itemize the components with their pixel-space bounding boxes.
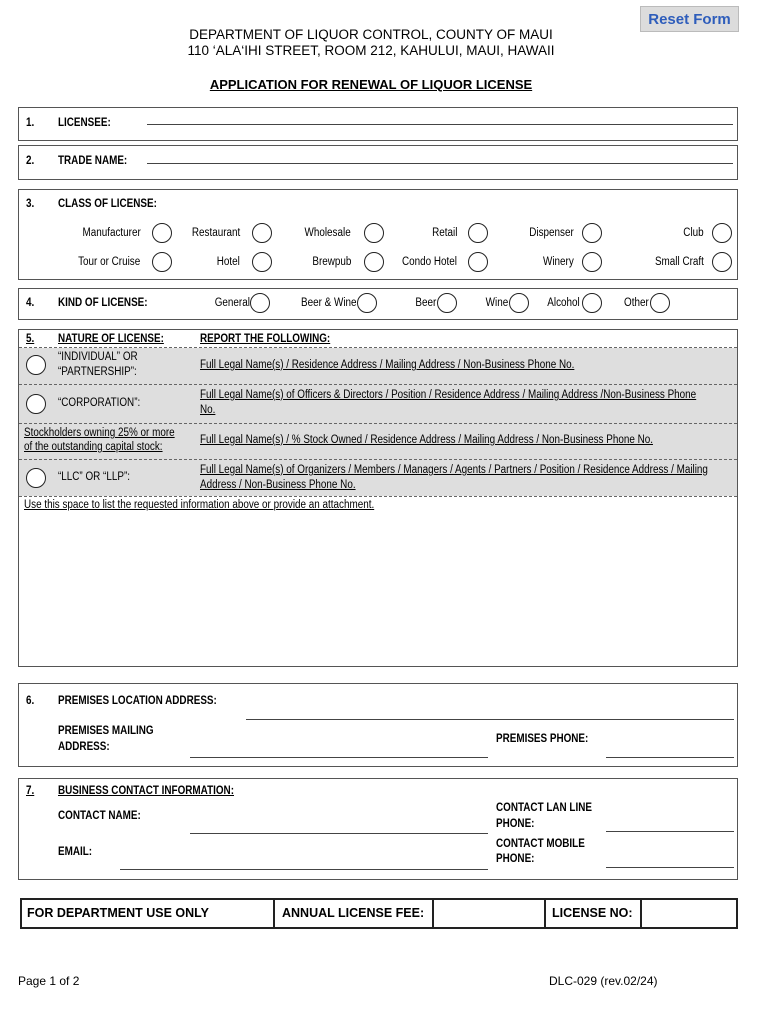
nature-details-textarea[interactable] [19, 513, 737, 665]
corporation-info-line2: No. [200, 404, 216, 416]
premises-phone-label: PREMISES PHONE: [496, 733, 589, 745]
stockholders-divider [19, 459, 737, 460]
email-input[interactable] [120, 869, 488, 870]
corporation-radio[interactable] [26, 394, 46, 414]
section-2-number: 2. [26, 155, 35, 167]
dept-divider-1 [273, 898, 275, 929]
class-retail-label: Retail [431, 227, 457, 239]
individual-info: Full Legal Name(s) / Residence Address / Mailing Address / Non-Business Phone No. [200, 359, 575, 371]
corporation-info-line1: Full Legal Name(s) of Officers & Directors / Position / Residence Address / Mailing Address /Non-Business Phone [200, 389, 697, 401]
kind-beer-radio[interactable] [437, 293, 457, 313]
class-condo-hotel-label: Condo Hotel [402, 256, 457, 268]
kind-beer-label: Beer [415, 297, 436, 309]
trade-name-input[interactable] [147, 163, 733, 164]
class-manufacturer-radio[interactable] [152, 223, 172, 243]
kind-alcohol-radio[interactable] [582, 293, 602, 313]
department-use-label: FOR DEPARTMENT USE ONLY [27, 906, 209, 920]
class-wholesale-radio[interactable] [364, 223, 384, 243]
stockholders-label-line1: Stockholders owning 25% or more [24, 427, 175, 439]
class-retail-radio[interactable] [468, 223, 488, 243]
contact-name-input[interactable] [190, 833, 488, 834]
class-brewpub-radio[interactable] [364, 252, 384, 272]
annual-fee-label: ANNUAL LICENSE FEE: [282, 906, 425, 920]
kind-general-radio[interactable] [250, 293, 270, 313]
class-manufacturer-label: Manufacturer [82, 227, 141, 239]
section-5-number: 5. [26, 333, 35, 345]
premises-location-label: PREMISES LOCATION ADDRESS: [58, 695, 217, 707]
kind-wine-label: Wine [485, 297, 508, 309]
landline-label-line2: PHONE: [496, 818, 535, 830]
premises-mailing-label-line2: ADDRESS: [58, 741, 110, 753]
premises-mailing-label-line1: PREMISES MAILING [58, 725, 154, 737]
stockholders-info: Full Legal Name(s) / % Stock Owned / Residence Address / Mailing Address / Non-Business Phone No. [200, 434, 653, 446]
contact-name-label: CONTACT NAME: [58, 810, 141, 822]
premises-location-input[interactable] [246, 719, 734, 720]
individual-partnership-radio[interactable] [26, 355, 46, 375]
class-of-license-label: CLASS OF LICENSE: [58, 198, 157, 210]
individual-label-line1: “INDIVIDUAL” OR [58, 351, 138, 363]
kind-other-radio[interactable] [650, 293, 670, 313]
corporation-label: “CORPORATION”: [58, 397, 141, 409]
reset-form-label: Reset Form [648, 11, 731, 28]
licensee-input[interactable] [147, 124, 733, 125]
landline-label-line1: CONTACT LAN LINE [496, 802, 592, 814]
llc-info-line2: Address / Non-Business Phone No. [200, 479, 356, 491]
license-no-value[interactable] [643, 900, 736, 927]
nature-of-license-label: NATURE OF LICENSE: [58, 333, 164, 345]
kind-of-license-label: KIND OF LICENSE: [58, 297, 148, 309]
space-note: Use this space to list the requested information above or provide an attachment. [24, 499, 375, 511]
kind-wine-radio[interactable] [509, 293, 529, 313]
kind-general-label: General [214, 297, 250, 309]
department-address: 110 ‘ALA‘IHI STREET, ROOM 212, KAHULUI, MAUI, HAWAII [187, 43, 555, 58]
stockholders-label-line2: of the outstanding capital stock: [24, 441, 163, 453]
individual-label-line2: “PARTNERSHIP”: [58, 366, 137, 378]
class-small-craft-label: Small Craft [655, 256, 704, 268]
kind-alcohol-label: Alcohol [547, 297, 580, 309]
department-name: DEPARTMENT OF LIQUOR CONTROL, COUNTY OF MAUI [189, 27, 553, 42]
premises-mailing-input[interactable] [190, 757, 488, 758]
llc-label: “LLC” OR “LLP”: [58, 471, 130, 483]
section-7-number: 7. [26, 785, 35, 797]
class-tour-cruise-radio[interactable] [152, 252, 172, 272]
email-label: EMAIL: [58, 846, 93, 858]
trade-name-label: TRADE NAME: [58, 155, 128, 167]
class-restaurant-radio[interactable] [252, 223, 272, 243]
mobile-input[interactable] [606, 867, 734, 868]
section-1-number: 1. [26, 117, 35, 129]
class-hotel-radio[interactable] [252, 252, 272, 272]
llc-info-line1: Full Legal Name(s) of Organizers / Members / Managers / Agents / Partners / Position / Residence Address / Mailing [200, 464, 708, 476]
licensee-label: LICENSEE: [58, 117, 111, 129]
kind-other-label: Other [624, 297, 649, 309]
mobile-label-line2: PHONE: [496, 853, 535, 865]
class-wholesale-label: Wholesale [304, 227, 351, 239]
annual-fee-value[interactable] [435, 900, 543, 927]
section-6-number: 6. [26, 695, 35, 707]
individual-divider [19, 384, 737, 385]
class-club-radio[interactable] [712, 223, 732, 243]
class-brewpub-label: Brewpub [311, 256, 351, 268]
class-club-label: Club [683, 227, 704, 239]
class-hotel-label: Hotel [216, 256, 240, 268]
business-contact-label: BUSINESS CONTACT INFORMATION: [58, 785, 235, 797]
kind-beer-wine-radio[interactable] [357, 293, 377, 313]
report-following-label: REPORT THE FOLLOWING: [200, 333, 331, 345]
class-winery-radio[interactable] [582, 252, 602, 272]
class-dispenser-radio[interactable] [582, 223, 602, 243]
nature-divider [19, 347, 737, 348]
class-winery-label: Winery [543, 256, 574, 268]
class-dispenser-label: Dispenser [529, 227, 574, 239]
llc-llp-radio[interactable] [26, 468, 46, 488]
class-restaurant-label: Restaurant [191, 227, 240, 239]
section-3-number: 3. [26, 198, 35, 210]
llc-divider [19, 496, 737, 497]
page-number: Page 1 of 2 [18, 974, 80, 988]
dept-divider-2 [432, 898, 434, 929]
corporation-divider [19, 423, 737, 424]
kind-beer-wine-label: Beer & Wine [301, 297, 357, 309]
landline-input[interactable] [606, 831, 734, 832]
premises-phone-input[interactable] [606, 757, 734, 758]
class-small-craft-radio[interactable] [712, 252, 732, 272]
mobile-label-line1: CONTACT MOBILE [496, 838, 585, 850]
dept-divider-4 [640, 898, 642, 929]
class-condo-hotel-radio[interactable] [468, 252, 488, 272]
page-title: APPLICATION FOR RENEWAL OF LIQUOR LICENSE [209, 77, 533, 92]
section-4-number: 4. [26, 297, 35, 309]
license-no-label: LICENSE NO: [552, 906, 633, 920]
form-id: DLC-029 (rev.02/24) [549, 974, 658, 988]
class-tour-cruise-label: Tour or Cruise [77, 256, 140, 268]
dept-divider-3 [544, 898, 546, 929]
